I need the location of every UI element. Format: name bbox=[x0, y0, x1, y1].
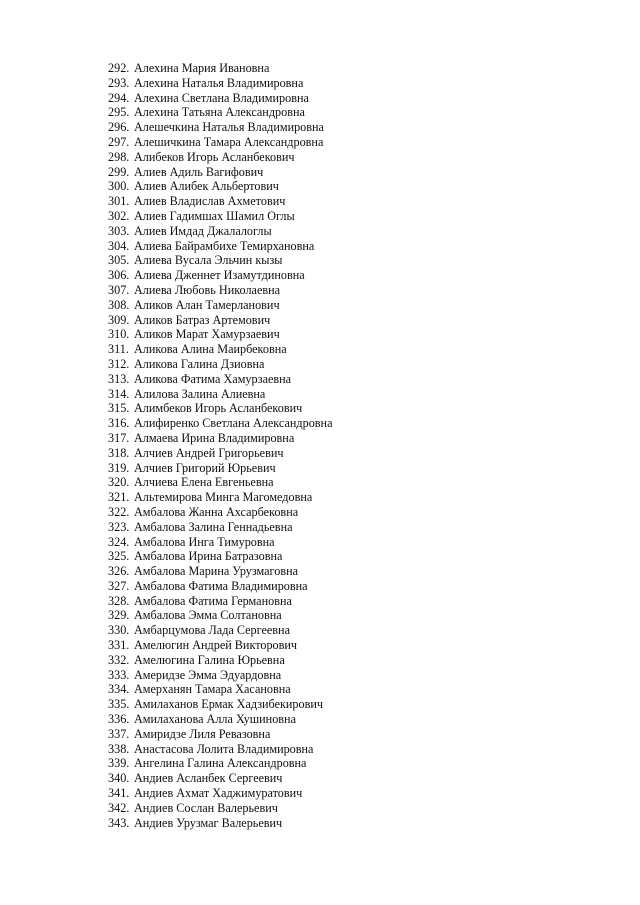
list-item-full-name: Амелюгина Галина Юрьевна bbox=[134, 652, 285, 667]
list-item-full-name: Амиридзе Лиля Ревазовна bbox=[134, 726, 271, 741]
list-item bbox=[108, 239, 332, 254]
list-item-number: 316. bbox=[108, 416, 130, 431]
list-item-full-name: Амелюгин Андрей Викторович bbox=[134, 638, 298, 653]
list-item-number: 297. bbox=[108, 134, 130, 149]
list-item bbox=[108, 742, 332, 757]
list-item-full-name: Андиев Сослан Валерьевич bbox=[134, 800, 278, 815]
list-item-full-name: Амбалова Фатима Владимировна bbox=[134, 578, 308, 593]
list-item-full-name: Амилаханов Ермак Хадзибекирович bbox=[134, 697, 324, 712]
list-item-number: 302. bbox=[108, 208, 130, 223]
list-item bbox=[108, 76, 332, 91]
list-item-full-name: Амбалова Марина Урузмаговна bbox=[134, 564, 299, 579]
list-item bbox=[108, 61, 332, 76]
list-item-number: 312. bbox=[108, 356, 130, 371]
list-item bbox=[108, 268, 332, 283]
list-item-number: 315. bbox=[108, 401, 130, 416]
list-item-full-name: Алмаева Ирина Владимировна bbox=[134, 430, 295, 445]
list-item-full-name: Ангелина Галина Александровна bbox=[134, 756, 307, 771]
list-item-full-name: Амбалова Залина Геннадьевна bbox=[134, 519, 293, 534]
list-item-number: 339. bbox=[108, 756, 130, 771]
list-item-number: 299. bbox=[108, 164, 130, 179]
list-item bbox=[108, 816, 332, 831]
list-item bbox=[108, 682, 332, 697]
list-item-number: 326. bbox=[108, 564, 130, 579]
list-item bbox=[108, 461, 332, 476]
list-item bbox=[108, 490, 332, 505]
list-item-full-name: Алехина Наталья Владимировна bbox=[134, 75, 304, 90]
list-item-number: 334. bbox=[108, 682, 130, 697]
list-item bbox=[108, 727, 332, 742]
list-item-full-name: Амбалова Жанна Ахсарбековна bbox=[134, 504, 299, 519]
list-item bbox=[108, 91, 332, 106]
list-item-number: 304. bbox=[108, 238, 130, 253]
list-item bbox=[108, 194, 332, 209]
list-item-number: 340. bbox=[108, 771, 130, 786]
list-item bbox=[108, 179, 332, 194]
list-item bbox=[108, 135, 332, 150]
list-item-number: 323. bbox=[108, 519, 130, 534]
list-item bbox=[108, 283, 332, 298]
list-item-number: 313. bbox=[108, 371, 130, 386]
list-item bbox=[108, 253, 332, 268]
list-item-full-name: Аликов Батраз Артемович bbox=[134, 312, 271, 327]
list-item-number: 343. bbox=[108, 815, 130, 830]
list-item-number: 317. bbox=[108, 430, 130, 445]
list-item-number: 324. bbox=[108, 534, 130, 549]
list-item bbox=[108, 594, 332, 609]
list-item-number: 301. bbox=[108, 194, 130, 209]
list-item-number: 318. bbox=[108, 445, 130, 460]
list-item bbox=[108, 357, 332, 372]
list-item-full-name: Амбалова Фатима Германовна bbox=[134, 593, 292, 608]
list-item-full-name: Алилова Залина Алиевна bbox=[134, 386, 266, 401]
list-item-number: 300. bbox=[108, 179, 130, 194]
list-item-full-name: Амбалова Эмма Солтановна bbox=[134, 608, 282, 623]
list-item bbox=[108, 564, 332, 579]
list-item bbox=[108, 342, 332, 357]
list-item-full-name: Алибеков Игорь Асланбекович bbox=[134, 149, 295, 164]
list-item-number: 311. bbox=[108, 342, 129, 357]
list-item-full-name: Америдзе Эмма Эдуардовна bbox=[134, 667, 282, 682]
list-item-number: 342. bbox=[108, 800, 130, 815]
list-item bbox=[108, 401, 332, 416]
list-item-number: 320. bbox=[108, 475, 130, 490]
list-item-full-name: Алчиев Григорий Юрьевич bbox=[134, 460, 276, 475]
list-item-full-name: Амерханян Тамара Хасановна bbox=[134, 682, 291, 697]
list-item-full-name: Альтемирова Минга Магомедовна bbox=[134, 490, 313, 505]
list-item-full-name: Алиева Дженнет Изамутдиновна bbox=[134, 268, 305, 283]
list-item bbox=[108, 313, 332, 328]
list-item-number: 319. bbox=[108, 460, 130, 475]
list-item-number: 330. bbox=[108, 623, 130, 638]
list-item-full-name: Алчиев Андрей Григорьевич bbox=[134, 445, 284, 460]
list-item-full-name: Алешечкина Наталья Владимировна bbox=[134, 120, 324, 135]
list-item-number: 303. bbox=[108, 223, 130, 238]
list-item-number: 305. bbox=[108, 253, 130, 268]
list-item-number: 329. bbox=[108, 608, 130, 623]
list-item-full-name: Алиева Байрамбихе Темирхановна bbox=[134, 238, 315, 253]
list-item bbox=[108, 372, 332, 387]
list-item bbox=[108, 165, 332, 180]
list-item bbox=[108, 150, 332, 165]
list-item-full-name: Амбалова Инга Тимуровна bbox=[134, 534, 275, 549]
list-item bbox=[108, 771, 332, 786]
list-item-full-name: Алиев Гадимшах Шамил Оглы bbox=[134, 208, 295, 223]
list-item-full-name: Анастасова Лолита Владимировна bbox=[134, 741, 314, 756]
list-item bbox=[108, 697, 332, 712]
list-item bbox=[108, 712, 332, 727]
list-item-number: 321. bbox=[108, 490, 130, 505]
list-item-number: 328. bbox=[108, 593, 130, 608]
list-item-number: 332. bbox=[108, 652, 130, 667]
list-item-full-name: Алиев Алибек Альбертович bbox=[134, 179, 279, 194]
list-item bbox=[108, 786, 332, 801]
list-item-full-name: Аликова Галина Дзиовна bbox=[134, 356, 265, 371]
list-item bbox=[108, 298, 332, 313]
list-item-number: 292. bbox=[108, 61, 130, 75]
list-item-full-name: Амилаханова Алла Хушиновна bbox=[134, 712, 296, 727]
list-item-full-name: Алимбеков Игорь Асланбекович bbox=[134, 401, 303, 416]
list-item-full-name: Аликов Алан Тамерланович bbox=[134, 297, 280, 312]
list-item-number: 322. bbox=[108, 504, 130, 519]
list-item bbox=[108, 416, 332, 431]
list-item-number: 298. bbox=[108, 149, 130, 164]
list-item bbox=[108, 209, 332, 224]
list-item-number: 306. bbox=[108, 268, 130, 283]
list-item bbox=[108, 801, 332, 816]
list-item-number: 294. bbox=[108, 90, 130, 105]
list-item-full-name: Аликова Фатима Хамурзаевна bbox=[134, 371, 292, 386]
list-item-full-name: Алифиренко Светлана Александровна bbox=[134, 416, 333, 431]
list-item bbox=[108, 756, 332, 771]
list-item bbox=[108, 579, 332, 594]
list-item-full-name: Аликова Алина Маирбековна bbox=[134, 342, 287, 357]
list-item-full-name: Аликов Марат Хамурзаевич bbox=[134, 327, 280, 342]
list-item-full-name: Андиев Асланбек Сергеевич bbox=[134, 771, 283, 786]
list-item bbox=[108, 224, 332, 239]
list-item-number: 310. bbox=[108, 327, 130, 342]
list-item-number: 296. bbox=[108, 120, 130, 135]
list-item bbox=[108, 120, 332, 135]
list-item bbox=[108, 387, 332, 402]
list-item-number: 309. bbox=[108, 312, 130, 327]
list-item bbox=[108, 608, 332, 623]
list-item-number: 295. bbox=[108, 105, 130, 120]
list-item-full-name: Алехина Татьяна Александровна bbox=[134, 105, 305, 120]
list-item bbox=[108, 535, 332, 550]
list-item-full-name: Алиев Адиль Вагифович bbox=[134, 164, 264, 179]
list-item bbox=[108, 549, 332, 564]
list-item-number: 335. bbox=[108, 697, 130, 712]
list-item-full-name: Алиева Вусала Эльчин кызы bbox=[134, 253, 283, 268]
list-item-number: 307. bbox=[108, 282, 130, 297]
list-item bbox=[108, 327, 332, 342]
list-item-full-name: Алешичкина Тамара Александровна bbox=[134, 134, 324, 149]
list-item bbox=[108, 520, 332, 535]
list-item-number: 337. bbox=[108, 726, 130, 741]
list-item-number: 333. bbox=[108, 667, 130, 682]
list-item-number: 327. bbox=[108, 578, 130, 593]
list-item-number: 336. bbox=[108, 712, 130, 727]
list-item-full-name: Амбарцумова Лада Сергеевна bbox=[134, 623, 290, 638]
list-item-full-name: Амбалова Ирина Батразовна bbox=[134, 549, 283, 564]
list-item-number: 293. bbox=[108, 75, 130, 90]
list-item-full-name: Алчиева Елена Евгеньевна bbox=[134, 475, 274, 490]
list-item bbox=[108, 653, 332, 668]
list-item-full-name: Алехина Светлана Владимировна bbox=[134, 90, 309, 105]
list-item-number: 331. bbox=[108, 638, 130, 653]
list-item-number: 338. bbox=[108, 741, 130, 756]
list-item-full-name: Алиева Любовь Николаевна bbox=[134, 282, 281, 297]
list-item-full-name: Андиев Урузмаг Валерьевич bbox=[134, 815, 283, 830]
list-item-number: 341. bbox=[108, 786, 130, 801]
list-item bbox=[108, 623, 332, 638]
list-item-full-name: Алиев Владислав Ахметович bbox=[134, 194, 286, 209]
list-item bbox=[108, 475, 332, 490]
list-item bbox=[108, 668, 332, 683]
list-item bbox=[108, 446, 332, 461]
list-item-number: 308. bbox=[108, 297, 130, 312]
list-item bbox=[108, 505, 332, 520]
list-item-full-name: Алехина Мария Ивановна bbox=[134, 61, 270, 75]
list-item-number: 314. bbox=[108, 386, 130, 401]
list-item bbox=[108, 638, 332, 653]
numbered-name-list bbox=[108, 61, 332, 830]
list-item-full-name: Андиев Ахмат Хаджимуратович bbox=[134, 786, 303, 801]
list-item bbox=[108, 105, 332, 120]
list-item-full-name: Алиев Имдад Джалалоглы bbox=[134, 223, 272, 238]
list-item-number: 325. bbox=[108, 549, 130, 564]
list-item bbox=[108, 431, 332, 446]
